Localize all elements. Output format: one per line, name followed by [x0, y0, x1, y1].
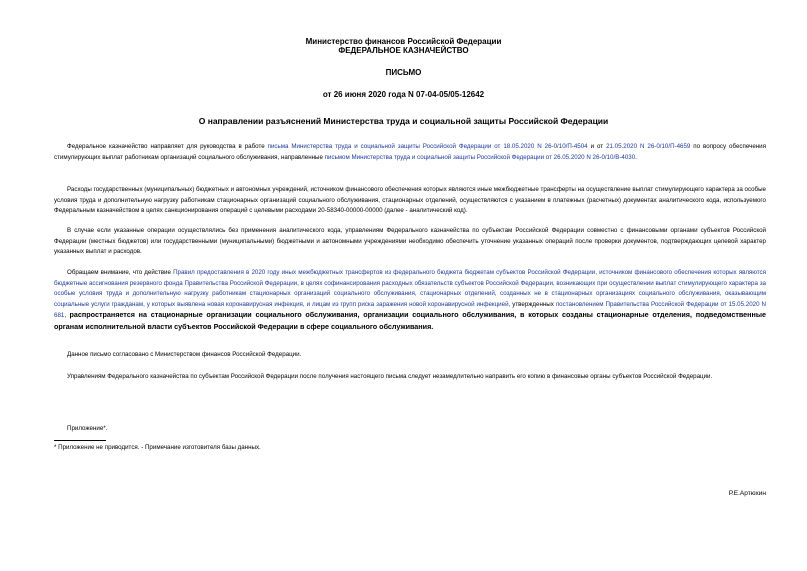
link-letter-4504[interactable]: письма Министерства труда и социальной защиты Российской Федерации от 18.05.2020 N 26-0/10/П-4504 — [267, 143, 588, 150]
text: по вопросу обеспечения стимулирующих выплат работникам организаций социального обслуживания, направленные — [54, 143, 766, 161]
link-rules[interactable]: Правил предоставления в 2020 году иных межбюджетных трансфертов из федерального бюджета бюджетам субъектов Российской Федерации, источником финансового обеспечения которых являются бюджетные ассигнования резервного фонда Правительства Российской Федерации, в целях софинансирования расходных обязательств субъектов Российской Федерации, возникающих при осуществлении выплат стимулирующего характера за особые условия труда и дополнительную нагрузку работникам стационарных организаций социального обслуживания, стационарных отделений, созданных не в стационарных организациях социального обслуживания, оказывающим социальные услуги гражданам, у которых выявлена новая коронавирусная инфекция, и лицам из групп риска заражения новой коронавирусной инфекцией, — [54, 269, 766, 308]
text: Федеральное казначейство направляет для руководства в работе — [67, 143, 268, 150]
footnote: * Приложение не приводится. - Примечание изготовителя базы данных. — [54, 444, 261, 451]
text: и от — [587, 143, 607, 150]
paragraph-4 — [54, 268, 766, 334]
agency-name: ФЕДЕРАЛЬНОЕ КАЗНАЧЕЙСТВО — [338, 46, 469, 55]
bold-text: распространяется на стационарные организации социального обслуживания, организации социального обслуживания, в которых созданы стационарные отделения, подведомственные органам исполнительной власти субъектов Российской Федерации в сфере социального обслуживания. — [54, 310, 766, 331]
text: . — [635, 153, 637, 161]
paragraph-text: Расходы государственных (муниципальных) бюджетных и автономных учреждений, источником финансового обеспечения которых являются иные межбюджетные трансферты на осуществление выплат стимулирующего характера за особые условия труда и дополнительную нагрузку работникам стационарных организаций социального обслуживания, стационарных отделений, осуществляются с указанием в платежных (расчетных) документах аналитического кода, используемого Федеральным казначейством в целях санкционирования операций с целевыми расходами 20-58340-00000-00000 (далее - аналитический код). — [54, 186, 766, 215]
paragraph-text: Данное письмо согласовано с Министерством финансов Российской Федерации. — [67, 351, 302, 358]
footnote-divider — [54, 440, 106, 441]
paragraph-text: Управлениям Федерального казначейства по субъектам Российской Федерации после получения настоящего письма следует незамедлительно направить его копию в финансовые органы субъектов Российской Федерации. — [67, 373, 713, 380]
paragraph-5 — [54, 350, 766, 361]
attachment-note — [54, 424, 766, 435]
ministry-name: Министерство финансов Российской Федерации — [305, 37, 502, 46]
document-title: О направлении разъяснений Министерства труда и социальной защиты Российской Федерации — [198, 116, 609, 126]
text: утвержденных — [510, 300, 556, 308]
link-letter-4659[interactable]: 21.05.2020 N 26-0/10/П-4659 — [606, 143, 691, 150]
paragraph-3 — [54, 226, 766, 258]
link-resolution-681[interactable]: постановлением Правительства Российской Федерации от 15.05.2020 N 681 — [54, 300, 766, 320]
paragraph-1 — [54, 142, 766, 163]
text: , — [64, 312, 70, 320]
document-type: ПИСЬМО — [385, 68, 422, 77]
attachment-text: Приложение*. — [67, 425, 108, 432]
signature: Р.Е.Артюхин — [728, 490, 766, 497]
paragraph-2 — [54, 185, 766, 217]
link-letter-4030[interactable]: письмом Министерства труда и социальной защиты Российской Федерации от 26.05.2020 N 26-0/10/В-4030 — [324, 153, 636, 161]
document-date-number: от 26 июня 2020 года N 07-04-05/05-12642 — [322, 90, 485, 99]
paragraph-6 — [54, 372, 766, 383]
paragraph-text: В случае если указанные операции осуществлялись без применения аналитического кода, управлениям Федерального казначейства по субъектам Российской Федерации совместно с финансовыми органами субъектов Российской Федерации (местных бюджетов) или государственными (муниципальными) бюджетными и автономными учреждениями необходимо обеспечить уточнение указанных операций после проверки документов, подтверждающих целевой характер указанных выплат и расходов. — [54, 227, 766, 256]
text: Обращаем внимание, что действие — [67, 269, 174, 276]
